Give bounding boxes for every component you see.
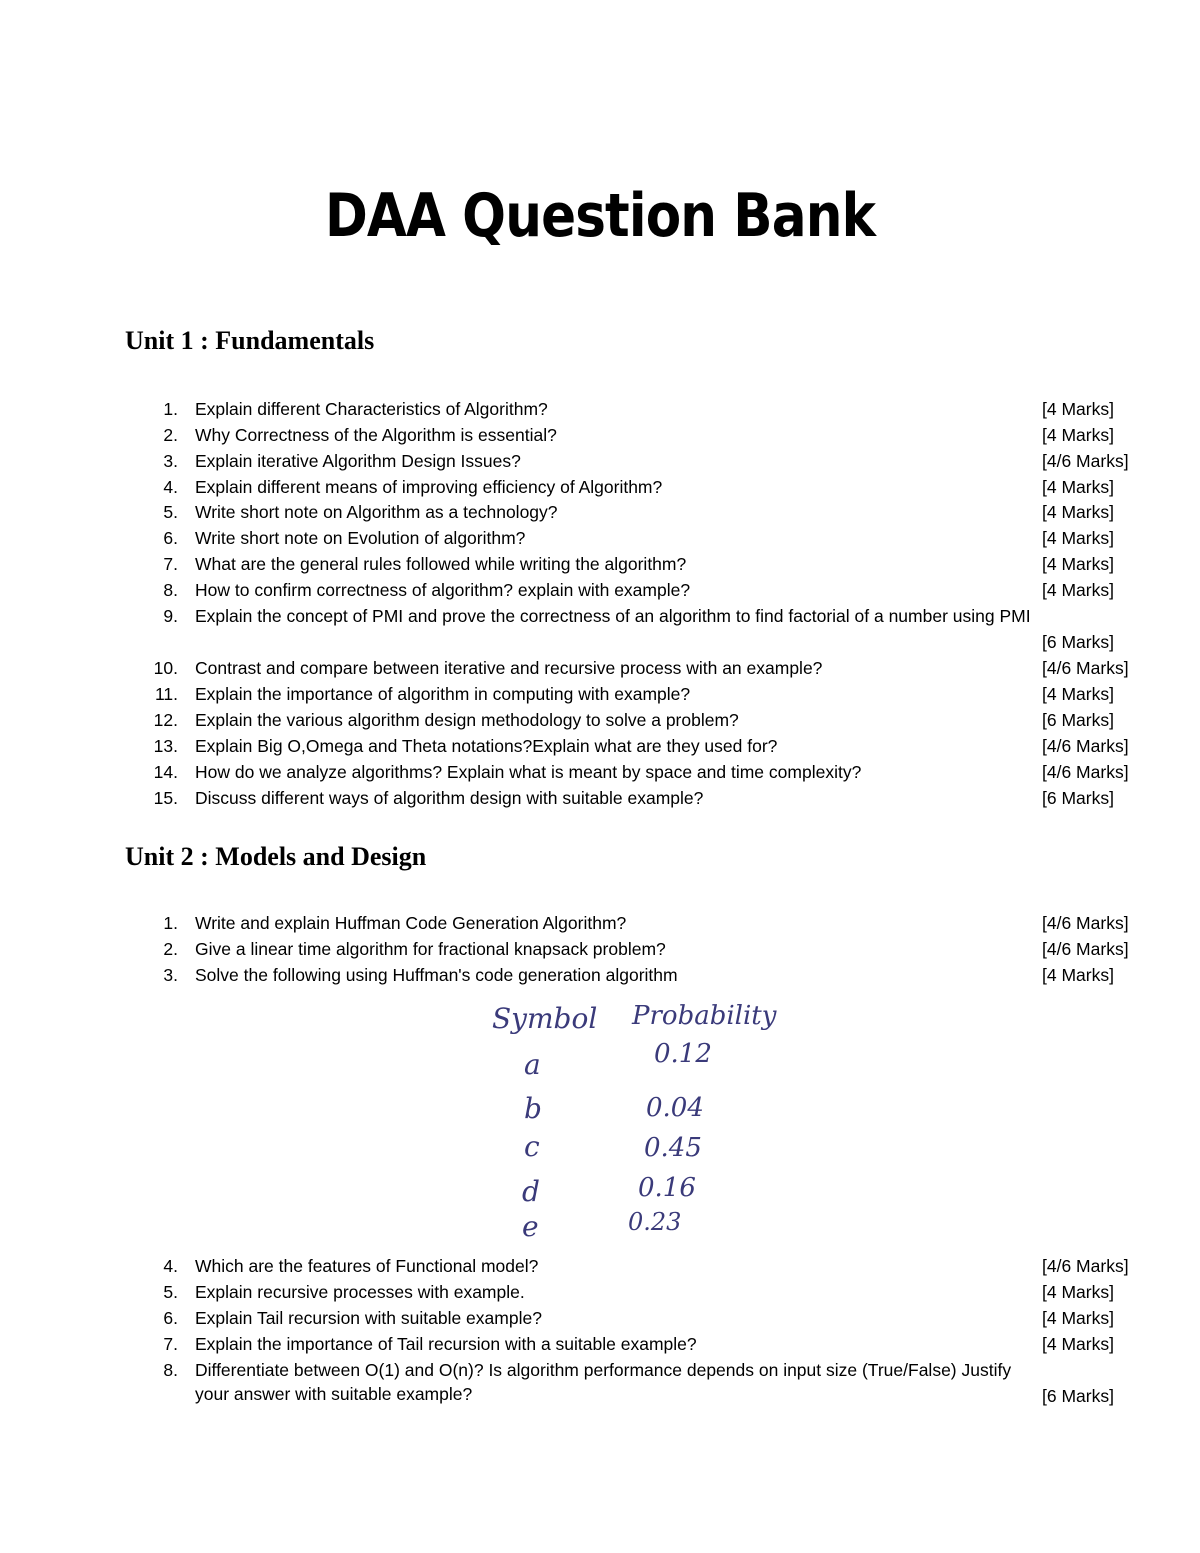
question-number: 2. [163, 425, 178, 445]
question-text: Explain Tail recursion with suitable example? [195, 1308, 542, 1328]
question-number: 5. [163, 502, 178, 522]
question-number: 6. [163, 528, 178, 548]
question-number: 1. [163, 399, 178, 419]
question-text: How do we analyze algorithms? Explain what is meant by space and time complexity? [195, 762, 862, 782]
question-marks: [6 Marks] [1042, 710, 1114, 730]
table-probability: 0.16 [638, 1173, 696, 1203]
unit-heading: Unit 1 : Fundamentals [125, 326, 375, 355]
question-text: Explain the importance of algorithm in computing with example? [195, 684, 691, 704]
question-number: 3. [163, 965, 178, 985]
question-item [150, 604, 1160, 656]
question-marks: [4/6 Marks] [1042, 451, 1129, 471]
question-text: Explain iterative Algorithm Design Issues? [195, 451, 521, 471]
question-text: Explain recursive processes with example. [195, 1282, 525, 1302]
question-item [150, 1358, 1160, 1410]
question-text: Give a linear time algorithm for fractional knapsack problem? [195, 939, 666, 959]
question-number: 11. [154, 684, 178, 704]
question-marks: [4/6 Marks] [1042, 913, 1129, 933]
unit-heading: Unit 2 : Models and Design [125, 842, 427, 871]
table-probability: 0.23 [628, 1208, 682, 1236]
question-text: Why Correctness of the Algorithm is essential? [195, 425, 557, 445]
question-marks: [4 Marks] [1042, 399, 1114, 419]
question-marks: [4/6 Marks] [1042, 1256, 1129, 1276]
question-text: Differentiate between O(1) and O(n)? Is algorithm performance depends on input size (True/False) Justify your answer with suitable example? [195, 1360, 1012, 1404]
question-number: 4. [163, 1256, 178, 1276]
question-number: 6. [163, 1308, 178, 1328]
table-symbol: c [524, 1130, 540, 1163]
question-marks: [4 Marks] [1042, 477, 1114, 497]
question-text: Explain Big O,Omega and Theta notations?Explain what are they used for? [195, 736, 778, 756]
question-text: Explain the concept of PMI and prove the correctness of an algorithm to find factorial of a number using PMI [195, 606, 1031, 626]
table-symbol: a [524, 1048, 541, 1081]
question-marks: [4 Marks] [1042, 554, 1114, 574]
table-symbol: d [522, 1175, 540, 1208]
question-number: 7. [163, 554, 178, 574]
question-marks: [6 Marks] [1042, 788, 1114, 808]
question-number: 1. [163, 913, 178, 933]
question-marks: [4 Marks] [1042, 1334, 1114, 1354]
question-marks: [4 Marks] [1042, 502, 1114, 522]
question-marks: [4/6 Marks] [1042, 939, 1129, 959]
table-probability: 0.45 [644, 1133, 702, 1163]
table-probability: 0.12 [654, 1039, 712, 1069]
huffman-table-image [482, 996, 782, 1246]
question-text: Contrast and compare between iterative and recursive process with an example? [195, 658, 823, 678]
question-text: Discuss different ways of algorithm design with suitable example? [195, 788, 704, 808]
question-marks: [6 Marks] [1042, 632, 1114, 652]
question-number: 7. [163, 1334, 178, 1354]
question-marks: [4 Marks] [1042, 425, 1114, 445]
question-marks: [4 Marks] [1042, 528, 1114, 548]
question-text: Solve the following using Huffman's code generation algorithm [195, 965, 678, 985]
question-number: 3. [163, 451, 178, 471]
question-marks: [4/6 Marks] [1042, 736, 1129, 756]
page-title: DAA Question Bank [324, 181, 876, 251]
question-number: 14. [153, 762, 178, 782]
table-probability: 0.04 [646, 1093, 704, 1123]
question-number: 12. [153, 710, 178, 730]
question-number: 13. [153, 736, 178, 756]
question-marks: [4/6 Marks] [1042, 762, 1129, 782]
question-marks: [4 Marks] [1042, 1282, 1114, 1302]
question-marks: [4 Marks] [1042, 580, 1114, 600]
question-text: Write short note on Evolution of algorithm? [195, 528, 526, 548]
question-number: 15. [153, 788, 178, 808]
question-text: How to confirm correctness of algorithm? explain with example? [195, 580, 691, 600]
question-number: 10. [153, 658, 178, 678]
question-marks: [4 Marks] [1042, 1308, 1114, 1328]
question-marks: [4 Marks] [1042, 684, 1114, 704]
question-marks: [6 Marks] [1042, 1386, 1114, 1406]
table-header-symbol: Symbol [492, 1002, 598, 1035]
question-text: What are the general rules followed while writing the algorithm? [195, 554, 687, 574]
question-number: 4. [163, 477, 178, 497]
question-marks: [4/6 Marks] [1042, 658, 1129, 678]
question-text: Write short note on Algorithm as a technology? [195, 502, 558, 522]
question-marks: [4 Marks] [1042, 965, 1114, 985]
question-text: Explain different means of improving efficiency of Algorithm? [195, 477, 663, 497]
question-text: Which are the features of Functional model? [195, 1256, 539, 1276]
question-number: 5. [163, 1282, 178, 1302]
question-number: 9. [163, 606, 178, 626]
table-symbol: e [522, 1210, 539, 1243]
question-number: 8. [163, 1360, 178, 1380]
question-number: 2. [163, 939, 178, 959]
table-header-probability: Probability [632, 1001, 777, 1031]
question-number: 8. [163, 580, 178, 600]
question-text: Explain the various algorithm design methodology to solve a problem? [195, 710, 739, 730]
table-symbol: b [524, 1092, 542, 1125]
question-text: Explain different Characteristics of Algorithm? [195, 399, 548, 419]
question-text: Explain the importance of Tail recursion with a suitable example? [195, 1334, 697, 1354]
question-text: Write and explain Huffman Code Generation Algorithm? [195, 913, 627, 933]
